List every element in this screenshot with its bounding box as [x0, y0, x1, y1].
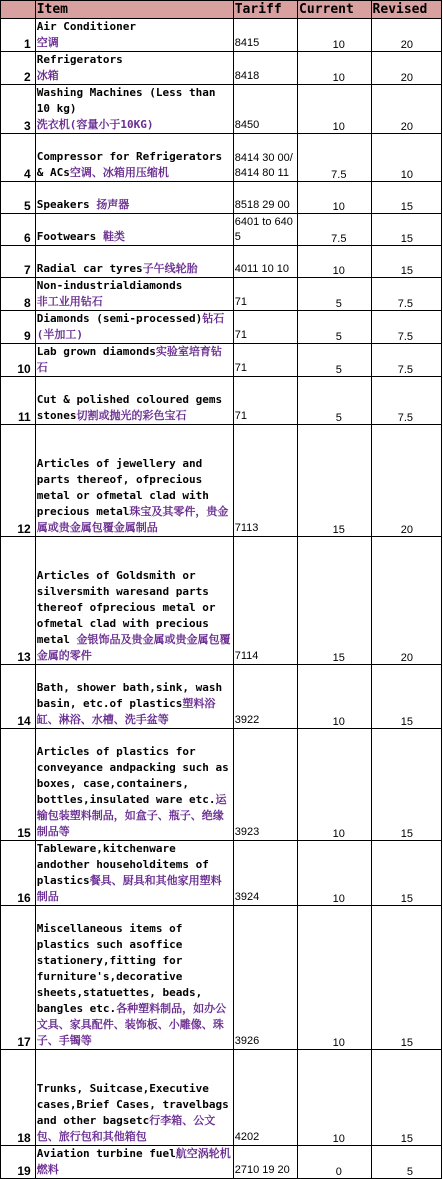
revised-rate: 15	[371, 665, 441, 729]
item-name-en: Bath, shower bath,sink, wash basin, etc.of plastics	[36, 681, 229, 710]
item-name-zh: 钻石(半加工)	[36, 312, 225, 341]
tariff-code: 3923	[233, 729, 297, 841]
item-name-en: Aviation turbine fuel	[36, 1147, 176, 1160]
item-cell	[35, 19, 233, 52]
item-name-en: Trunks, Suitcase,Executive cases,Brief Cases, travelbags and other bagsetc	[36, 1082, 236, 1127]
header-no	[1, 1, 36, 19]
item-cell	[35, 52, 233, 85]
row-number: 12	[1, 425, 36, 537]
item-name-en: Footwears	[36, 230, 103, 243]
current-rate: 10	[298, 85, 372, 134]
item-name-zh: 子午线轮胎	[142, 262, 198, 275]
table-row	[1, 182, 442, 214]
revised-rate: 15	[371, 1050, 441, 1146]
table-row	[1, 134, 442, 182]
tariff-code: 4202	[233, 1050, 297, 1146]
item-cell	[35, 311, 233, 344]
revised-rate: 15	[371, 906, 441, 1050]
header-item: Item	[35, 1, 233, 19]
item-name-en: Speakers	[36, 198, 97, 211]
item-name-en: Air Conditioner	[36, 20, 137, 33]
current-rate: 15	[298, 425, 372, 537]
item-name-en: Lab grown diamonds	[36, 345, 156, 358]
row-number: 18	[1, 1050, 36, 1146]
table-row	[1, 537, 442, 665]
tariff-code: 7113	[233, 425, 297, 537]
row-number: 15	[1, 729, 36, 841]
item-cell	[35, 906, 233, 1050]
row-number: 6	[1, 214, 36, 246]
header-row	[1, 1, 442, 19]
tariff-code: 3926	[233, 906, 297, 1050]
table-row	[1, 52, 442, 85]
header-revised: Revised	[371, 1, 441, 19]
revised-rate: 20	[371, 52, 441, 85]
item-name-zh: 实验室培育钻石	[36, 345, 222, 374]
item-name-en: Miscellaneous items of plastics such asoffice stationery,fitting for furniture's,decorative sheets,statuettes, beads, bangles etc.	[36, 922, 209, 1015]
item-name-en: Articles of jewellery and parts thereof, ofprecious metal or ofmetal clad with precious metal	[36, 457, 216, 518]
item-cell	[35, 729, 236, 841]
current-rate: 10	[298, 52, 372, 85]
item-cell	[35, 377, 233, 425]
header-tariff: Tariff	[233, 1, 297, 19]
current-rate: 10	[298, 841, 372, 906]
item-cell	[35, 1146, 233, 1179]
row-number: 5	[1, 182, 36, 214]
current-rate: 10	[298, 729, 372, 841]
item-cell	[35, 246, 233, 278]
tariff-code: 4011 10 10	[233, 246, 297, 278]
current-rate: 10	[298, 906, 372, 1050]
item-name-zh: 塑料浴缸、淋浴、水槽、洗手盆等	[36, 697, 216, 726]
table-row	[1, 246, 442, 278]
row-number: 1	[1, 19, 36, 52]
current-rate: 10	[298, 665, 372, 729]
row-number: 13	[1, 537, 36, 665]
table-row	[1, 906, 442, 1050]
tariff-code: 71	[233, 278, 297, 311]
item-name-en: Non-industrialdiamonds	[36, 279, 183, 292]
item-name-en: Washing Machines (Less than 10 kg)	[36, 86, 216, 115]
item-cell	[35, 425, 233, 537]
item-cell	[35, 537, 233, 665]
revised-rate: 20	[371, 85, 441, 134]
tariff-code: 3922	[233, 665, 297, 729]
row-number: 17	[1, 906, 36, 1050]
tariff-code: 8518 29 00	[233, 182, 297, 214]
row-number: 11	[1, 377, 36, 425]
item-cell	[35, 665, 233, 729]
row-number: 9	[1, 311, 36, 344]
revised-rate: 15	[371, 729, 441, 841]
table-row	[1, 344, 442, 377]
item-name-zh: 航空涡轮机燃料	[36, 1147, 231, 1176]
item-name-en: Radial car tyres	[36, 262, 143, 275]
tariff-code: 6401 to 6405	[233, 214, 297, 246]
revised-rate: 15	[371, 841, 441, 906]
item-name-zh: 扬声器	[96, 198, 130, 211]
tariff-code: 8415	[233, 19, 297, 52]
item-name-zh: 非工业用钻石	[36, 295, 103, 308]
item-name-zh: 各种塑料制品，如办公文具、家具配件、装饰板、小雕像、珠子、手镯等	[36, 1002, 227, 1047]
item-name-zh: 金银饰品及贵金属或贵金属包覆金属的零件	[36, 633, 231, 662]
tariff-code: 71	[233, 377, 297, 425]
row-number: 3	[1, 85, 36, 134]
revised-rate: 5	[371, 1146, 441, 1179]
revised-rate: 20	[371, 425, 441, 537]
row-number: 10	[1, 344, 36, 377]
table-row	[1, 1050, 442, 1146]
revised-rate: 15	[371, 246, 441, 278]
tariff-code: 8414 30 00/8414 80 11	[233, 134, 297, 182]
item-name-zh: 鞋类	[102, 230, 125, 243]
current-rate: 5	[298, 278, 372, 311]
item-name-en: Tableware,kitchenware andother householditems of plastics	[36, 842, 216, 887]
item-cell	[35, 841, 233, 906]
revised-rate: 7.5	[371, 377, 441, 425]
table-row	[1, 729, 442, 841]
table-row	[1, 311, 442, 344]
item-cell	[35, 1050, 236, 1146]
table-row	[1, 665, 442, 729]
tariff-code: 8418	[233, 52, 297, 85]
current-rate: 15	[298, 537, 372, 665]
item-name-zh: 运输包装塑料制品，如盒子、瓶子、绝缘制品等	[36, 793, 227, 838]
item-name-en: Articles of plastics for conveyance andpacking such as boxes, case,containers, bottles,insulated ware etc.	[36, 745, 236, 806]
header-current: Current	[298, 1, 372, 19]
table-row	[1, 377, 442, 425]
current-rate: 7.5	[298, 134, 372, 182]
revised-rate: 7.5	[371, 344, 441, 377]
item-name-zh: 洗衣机(容量小于10KG)	[36, 118, 154, 131]
item-name-zh: 餐具、厨具和其他家用塑料制品	[36, 874, 222, 903]
item-cell	[35, 214, 233, 246]
item-cell	[35, 85, 233, 134]
current-rate: 10	[298, 182, 372, 214]
tariff-code: 8450	[233, 85, 297, 134]
tariff-code: 71	[233, 311, 297, 344]
item-name-en: Compressor for Refrigerators & ACs	[36, 150, 229, 179]
item-cell	[35, 278, 233, 311]
item-name-en: Cut & polished coloured gems stones	[36, 393, 229, 422]
tariff-code: 2710 19 20	[233, 1146, 297, 1179]
item-name-zh: 珠宝及其零件，贵金属或贵金属包覆金属制品	[36, 505, 229, 534]
current-rate: 10	[298, 246, 372, 278]
row-number: 16	[1, 841, 36, 906]
revised-rate: 15	[371, 214, 441, 246]
revised-rate: 7.5	[371, 278, 441, 311]
current-rate: 5	[298, 311, 372, 344]
revised-rate: 7.5	[371, 311, 441, 344]
row-number: 7	[1, 246, 36, 278]
table-row	[1, 841, 442, 906]
item-name-zh: 空调	[36, 36, 59, 49]
tariff-code: 3924	[233, 841, 297, 906]
item-cell	[35, 344, 233, 377]
table-row	[1, 214, 442, 246]
revised-rate: 20	[371, 19, 441, 52]
item-name-zh: 冰箱	[36, 69, 59, 82]
current-rate: 5	[298, 344, 372, 377]
revised-rate: 20	[371, 537, 441, 665]
table-row	[1, 425, 442, 537]
row-number: 8	[1, 278, 36, 311]
current-rate: 7.5	[298, 214, 372, 246]
current-rate: 0	[298, 1146, 372, 1179]
revised-rate: 15	[371, 182, 441, 214]
item-cell	[35, 182, 233, 214]
table-row	[1, 1146, 442, 1179]
item-name-zh: 空调、冰箱用压缩机	[69, 166, 169, 179]
current-rate: 10	[298, 1050, 372, 1146]
item-name-en: Diamonds (semi-processed)	[36, 312, 203, 325]
current-rate: 10	[298, 19, 372, 52]
row-number: 4	[1, 134, 36, 182]
item-cell	[35, 134, 233, 182]
table-row	[1, 85, 442, 134]
table-row	[1, 278, 442, 311]
item-name-en: Articles of Goldsmith or silversmith waresand parts thereof ofprecious metal or ofmetal clad with precious metal	[36, 569, 223, 646]
row-number: 14	[1, 665, 36, 729]
item-name-zh: 行李箱、公文包、旅行包和其他箱包	[36, 1114, 216, 1143]
row-number: 2	[1, 52, 36, 85]
row-number: 19	[1, 1146, 36, 1179]
revised-rate: 10	[371, 134, 441, 182]
tariff-code: 7114	[233, 537, 297, 665]
table-row	[1, 19, 442, 52]
item-name-en: Refrigerators	[36, 53, 123, 66]
current-rate: 5	[298, 377, 372, 425]
tariff-code: 71	[233, 344, 297, 377]
item-name-zh: 切割或抛光的彩色宝石	[76, 409, 187, 422]
